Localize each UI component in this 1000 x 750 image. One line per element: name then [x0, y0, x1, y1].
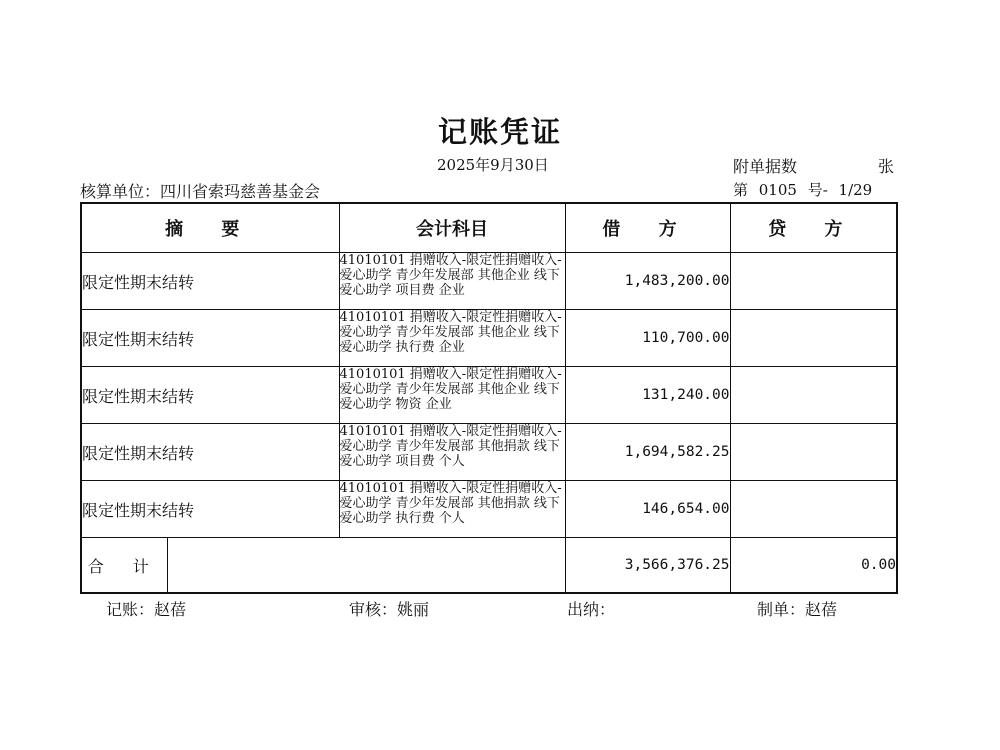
row-account: 41010101 捐赠收入-限定性捐赠收入-爱心助学 青少年发展部 其他企业 线下爱心助学 执行费 企业 [339, 310, 565, 367]
row-credit [730, 253, 897, 310]
row-credit [730, 481, 897, 538]
row-credit [730, 424, 897, 481]
total-credit: 0.00 [730, 538, 897, 594]
row-debit: 1,483,200.00 [565, 253, 730, 310]
table-row [81, 367, 897, 424]
row-debit: 110,700.00 [565, 310, 730, 367]
row-summary: 限定性期末结转 [81, 253, 339, 310]
row-debit: 1,694,582.25 [565, 424, 730, 481]
column-header-account: 会计科目 [339, 203, 565, 253]
row-summary: 限定性期末结转 [81, 367, 339, 424]
column-header-summary: 摘 要 [81, 203, 339, 253]
table-row [81, 253, 897, 310]
attachments-unit: 张 [878, 157, 895, 176]
unit-name: 四川省索玛慈善基金会 [160, 182, 321, 201]
row-summary: 限定性期末结转 [81, 310, 339, 367]
voucher-date: 2025年9月30日 [437, 156, 549, 174]
total-row [81, 538, 897, 594]
row-credit [730, 310, 897, 367]
row-account: 41010101 捐赠收入-限定性捐赠收入-爱心助学 青少年发展部 其他捐款 线下爱心助学 项目费 个人 [339, 424, 565, 481]
table-row [81, 310, 897, 367]
row-account: 41010101 捐赠收入-限定性捐赠收入-爱心助学 青少年发展部 其他企业 线下爱心助学 项目费 企业 [339, 253, 565, 310]
reviewer-signature: 审核：姚丽 [349, 600, 430, 619]
row-debit: 131,240.00 [565, 367, 730, 424]
unit-label: 核算单位： [80, 182, 161, 201]
row-summary: 限定性期末结转 [81, 481, 339, 538]
total-debit: 3,566,376.25 [565, 538, 730, 594]
document-title: 记账凭证 [437, 115, 562, 149]
accounting-unit [80, 179, 320, 202]
row-summary: 限定性期末结转 [81, 424, 339, 481]
row-credit [730, 367, 897, 424]
preparer-signature: 制单：赵蓓 [757, 600, 838, 619]
total-blank-cell [167, 538, 565, 594]
column-header-debit: 借 方 [565, 203, 730, 253]
total-label: 合 计 [81, 538, 167, 594]
row-account: 41010101 捐赠收入-限定性捐赠收入-爱心助学 青少年发展部 其他企业 线下爱心助学 物资 企业 [339, 367, 565, 424]
voucher-table [80, 202, 898, 594]
bookkeeper-signature: 记账：赵蓓 [106, 600, 187, 619]
row-account: 41010101 捐赠收入-限定性捐赠收入-爱心助学 青少年发展部 其他捐款 线下爱心助学 执行费 个人 [339, 481, 565, 538]
table-row [81, 424, 897, 481]
attachments-label: 附单据数 [733, 157, 798, 176]
cashier-signature: 出纳： [567, 600, 616, 619]
table-row [81, 481, 897, 538]
row-debit: 146,654.00 [565, 481, 730, 538]
table-header-row [81, 203, 897, 253]
column-header-credit: 贷 方 [730, 203, 897, 253]
voucher-number: 第 0105 号- 1/29 [733, 181, 873, 199]
